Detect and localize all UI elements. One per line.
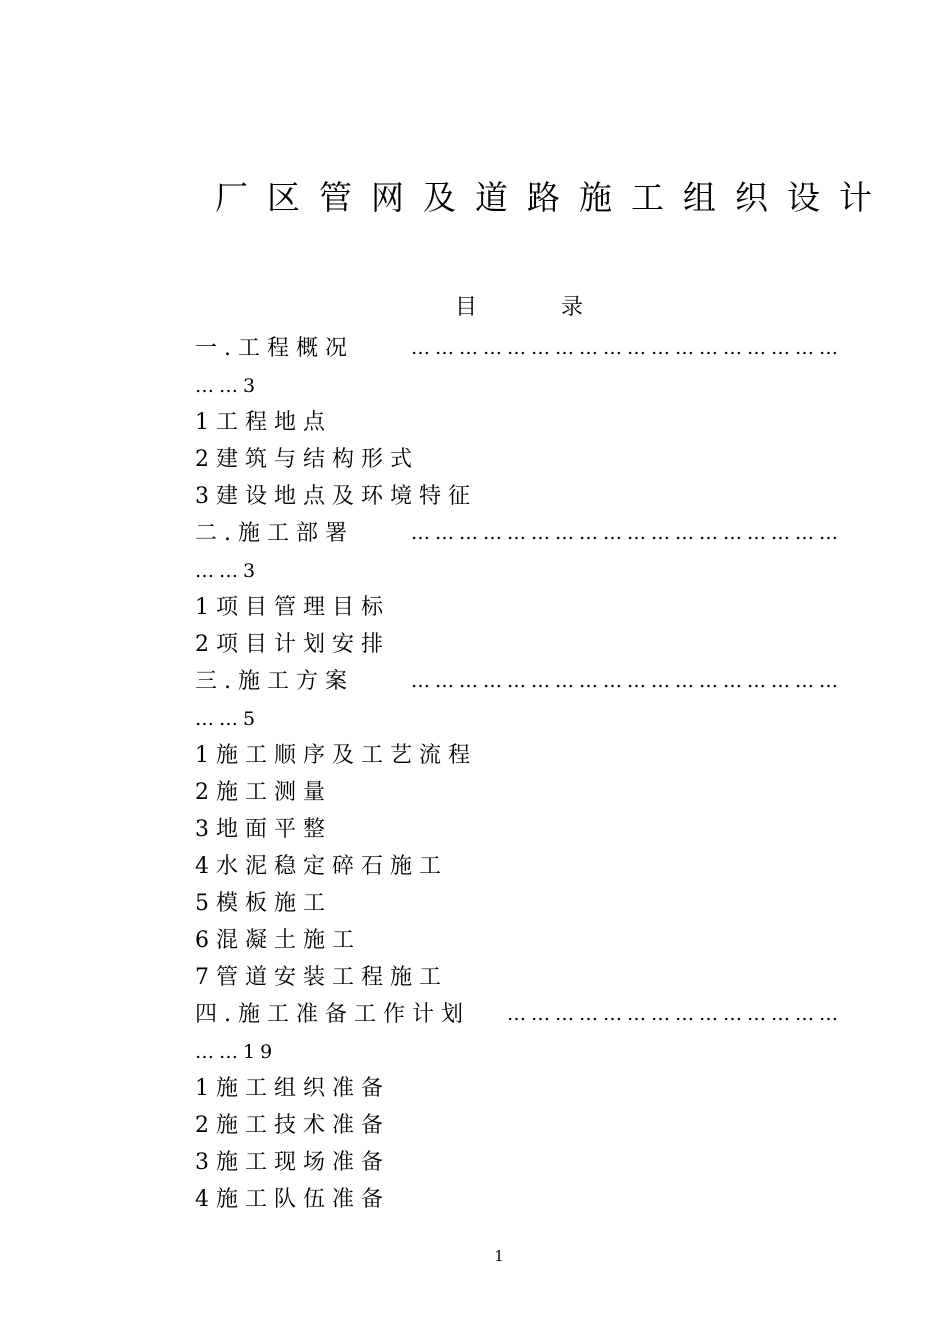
toc-section-1[interactable] — [195, 330, 855, 367]
toc-item[interactable]: 2建筑与结构形式 — [195, 447, 419, 472]
toc-page-ref — [195, 700, 855, 737]
toc-page-number: ……3 — [195, 375, 261, 397]
toc-item[interactable]: 1项目管理目标 — [195, 595, 390, 620]
toc-section-4[interactable] — [195, 996, 855, 1033]
toc-section-label: 四.施工准备工作计划 — [195, 1002, 470, 1027]
toc-item[interactable]: 5模板施工 — [195, 891, 332, 916]
toc-item[interactable]: 6混凝土施工 — [195, 928, 361, 953]
toc-section-label: 三.施工方案 — [195, 669, 354, 694]
toc-heading-left: 目 — [455, 295, 478, 320]
toc-section-3[interactable] — [195, 663, 855, 700]
toc-leader-dots: ……………………………………………… — [411, 670, 843, 692]
toc-item[interactable]: 2施工测量 — [195, 780, 332, 805]
toc-heading-right: 录 — [561, 295, 584, 320]
toc-leader-dots: ……………………………………………… — [411, 522, 843, 544]
toc-leader-dots: …………………………………… — [507, 1003, 843, 1025]
table-of-contents — [195, 330, 855, 1218]
toc-page-number: ……19 — [195, 1041, 278, 1063]
toc-leader-dots: ……………………………………………… — [411, 337, 843, 359]
toc-heading — [455, 290, 583, 326]
toc-item[interactable]: 3施工现场准备 — [195, 1150, 390, 1175]
toc-item[interactable]: 4施工队伍准备 — [195, 1187, 390, 1212]
toc-item[interactable]: 3建设地点及环境特征 — [195, 484, 477, 509]
toc-page-number: ……5 — [195, 708, 261, 730]
toc-item[interactable]: 7管道安装工程施工 — [195, 965, 448, 990]
document-title: 厂区管网及道路施工组织设计 — [215, 178, 891, 217]
toc-section-label: 二.施工部署 — [195, 521, 354, 546]
toc-item[interactable]: 1施工顺序及工艺流程 — [195, 743, 477, 768]
page-number: 1 — [494, 1247, 504, 1265]
toc-page-number: ……3 — [195, 560, 261, 582]
toc-page-ref — [195, 1033, 855, 1070]
toc-section-label: 一.工程概况 — [195, 336, 354, 361]
toc-item[interactable]: 2施工技术准备 — [195, 1113, 390, 1138]
toc-section-2[interactable] — [195, 515, 855, 552]
toc-item[interactable]: 1工程地点 — [195, 410, 332, 435]
toc-page-ref — [195, 367, 855, 404]
toc-page-ref — [195, 552, 855, 589]
toc-item[interactable]: 4水泥稳定碎石施工 — [195, 854, 448, 879]
toc-item[interactable]: 1施工组织准备 — [195, 1076, 390, 1101]
toc-item[interactable]: 3地面平整 — [195, 817, 332, 842]
toc-item[interactable]: 2项目计划安排 — [195, 632, 390, 657]
